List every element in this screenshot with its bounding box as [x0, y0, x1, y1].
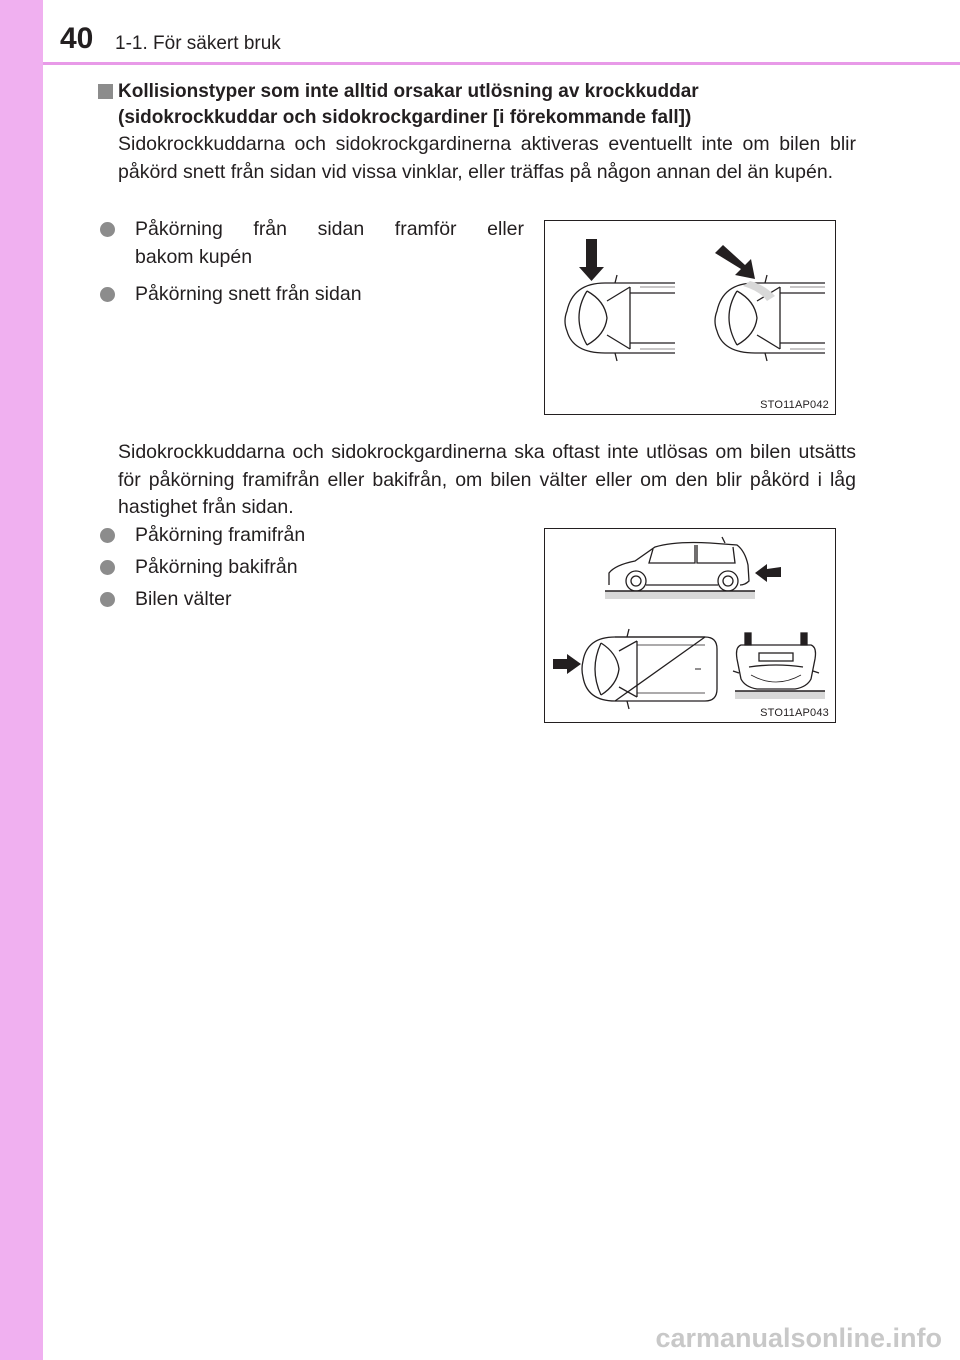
- list-item: [100, 281, 524, 309]
- arrow-down-icon: [579, 239, 604, 281]
- watermark: carmanualsonline.info: [655, 1323, 942, 1353]
- list-item: [100, 554, 500, 582]
- circle-bullet-icon: [100, 287, 115, 302]
- bullet-list-side-impacts: [100, 216, 524, 319]
- other-impacts-illustration: [545, 529, 835, 722]
- figure-code: STO11AP043: [760, 707, 829, 719]
- list-item-text: Bilen välter: [135, 588, 232, 610]
- list-item: [100, 216, 524, 271]
- figure-side-impact: [544, 220, 836, 415]
- figure-other-impacts: [544, 528, 836, 723]
- list-item-text: Påkörning snett från sidan: [135, 283, 362, 305]
- list-item: [100, 522, 500, 550]
- square-bullet-icon: [98, 84, 113, 99]
- paragraph-side-impact: Sidokrockkuddarna och sidokrockgardinerna aktiveras eventuellt inte om bilen blir påkörd snett från sidan vid vissa vinklar, eller träffas på någon annan del än kupén.: [118, 133, 856, 183]
- section-title: 1-1. För säkert bruk: [115, 33, 281, 54]
- page-number: 40: [60, 22, 94, 55]
- car-side-view-icon: [609, 537, 749, 591]
- bullet-list-other-impacts: [100, 522, 500, 618]
- header-rule: [43, 62, 960, 65]
- arrow-left-icon: [755, 564, 781, 582]
- arrow-diagonal-icon: [715, 245, 755, 279]
- car-top-view-icon: [565, 275, 675, 361]
- paragraph-no-deploy: Sidokrockkuddarna och sidokrockgardinerna ska oftast inte utlösas om bilen utsätts för påkörning framifrån eller bakifrån, om bilen välter eller om den blir påkörd i låg hastighet från sidan.: [118, 441, 856, 518]
- list-item-text: Påkörning bakifrån: [135, 556, 298, 578]
- circle-bullet-icon: [100, 222, 115, 237]
- list-item-text: Påkörning från sidan framför eller: [135, 218, 524, 240]
- car-top-view-icon: [582, 629, 717, 709]
- side-impact-illustration: [545, 221, 835, 414]
- chapter-side-band: [0, 0, 43, 1360]
- list-item-text: Påkörning framifrån: [135, 524, 306, 546]
- circle-bullet-icon: [100, 592, 115, 607]
- list-item-text: bakom kupén: [135, 245, 253, 268]
- car-front-view-icon: [733, 633, 819, 689]
- list-item: [100, 586, 500, 614]
- arrow-right-icon: [553, 654, 581, 674]
- circle-bullet-icon: [100, 528, 115, 543]
- heading-text: Kollisionstyper som inte alltid orsakar utlösning av krockkuddar (sidokrockkuddar och sidokrockgardiner [i förekommande fall]): [118, 81, 699, 128]
- circle-bullet-icon: [100, 560, 115, 575]
- car-top-view-icon: [715, 275, 825, 361]
- figure-code: STO11AP042: [760, 399, 829, 411]
- subsection-heading: [98, 79, 838, 131]
